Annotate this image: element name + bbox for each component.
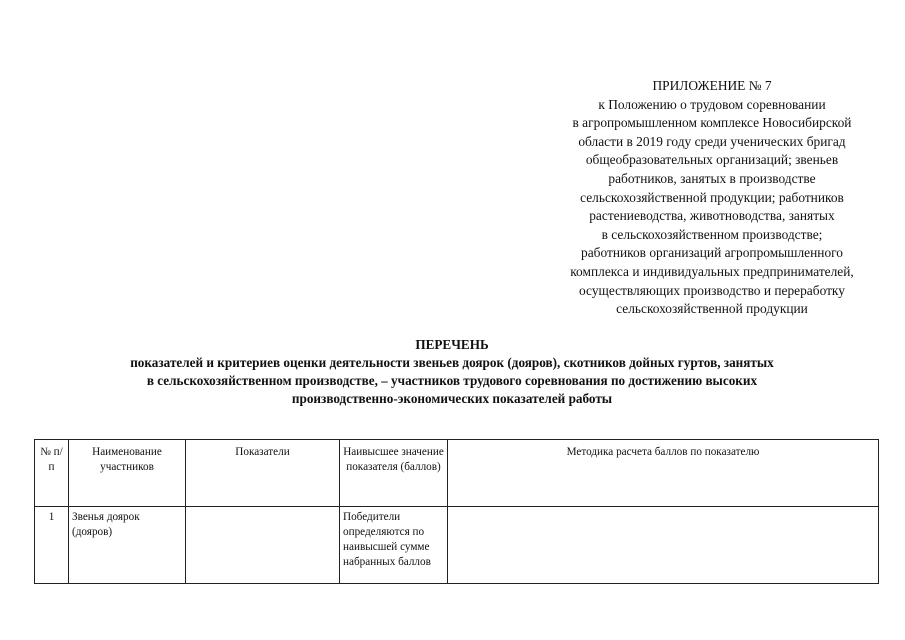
appendix-line: в сельскохозяйственном производстве; — [601, 226, 823, 242]
heading-line: в сельскохозяйственном производстве, – участников трудового соревнования по достижению высоких — [146, 373, 758, 388]
appendix-line: общеобразовательных организаций; звеньев — [585, 152, 839, 168]
heading-line: производственно-экономических показателей работы — [291, 391, 613, 406]
appendix-line: растениеводства, животноводства, занятых — [589, 208, 835, 224]
header-method: Методика расчета баллов по показателю — [448, 440, 879, 507]
appendix-line: области в 2019 году среди ученических бригад — [578, 133, 846, 149]
appendix-line: сельскохозяйственной продукции — [616, 301, 808, 317]
appendix-line: работников, занятых в производстве — [608, 170, 816, 186]
cell-number: 1 — [35, 507, 69, 584]
appendix-line: сельскохозяйственной продукции; работников — [580, 189, 844, 205]
cell-method — [448, 507, 879, 584]
cell-indicators — [186, 507, 340, 584]
appendix-line: к Положению о трудовом соревновании — [598, 96, 826, 112]
appendix-line: осуществляющих производство и переработку — [579, 282, 845, 298]
document-heading — [40, 336, 864, 408]
header-number: № п/п — [35, 440, 69, 507]
heading-line: показателей и критериев оценки деятельности звеньев доярок (дояров), скотников дойных гуртов, занятых — [130, 355, 774, 370]
appendix-line: работников организаций агропромышленного — [581, 245, 843, 261]
header-indicators: Показатели — [186, 440, 340, 507]
cell-max-value: Победители определяются по наивысшей сумме набранных баллов — [340, 507, 448, 584]
table-row — [35, 507, 879, 584]
appendix-block — [534, 77, 890, 319]
appendix-line: комплекса и индивидуальных предпринимателей, — [570, 263, 854, 279]
cell-participants: Звенья доярок (дояров) — [69, 507, 186, 584]
header-max-value: Наивысшее значение показателя (баллов) — [340, 440, 448, 507]
header-participants: Наименование участников — [69, 440, 186, 507]
appendix-line: в агропромышленном комплексе Новосибирской — [572, 115, 852, 131]
appendix-line: ПРИЛОЖЕНИЕ № 7 — [652, 78, 772, 93]
heading-title: ПЕРЕЧЕНЬ — [415, 337, 489, 352]
table-header-row — [35, 440, 879, 507]
criteria-table — [34, 439, 879, 584]
